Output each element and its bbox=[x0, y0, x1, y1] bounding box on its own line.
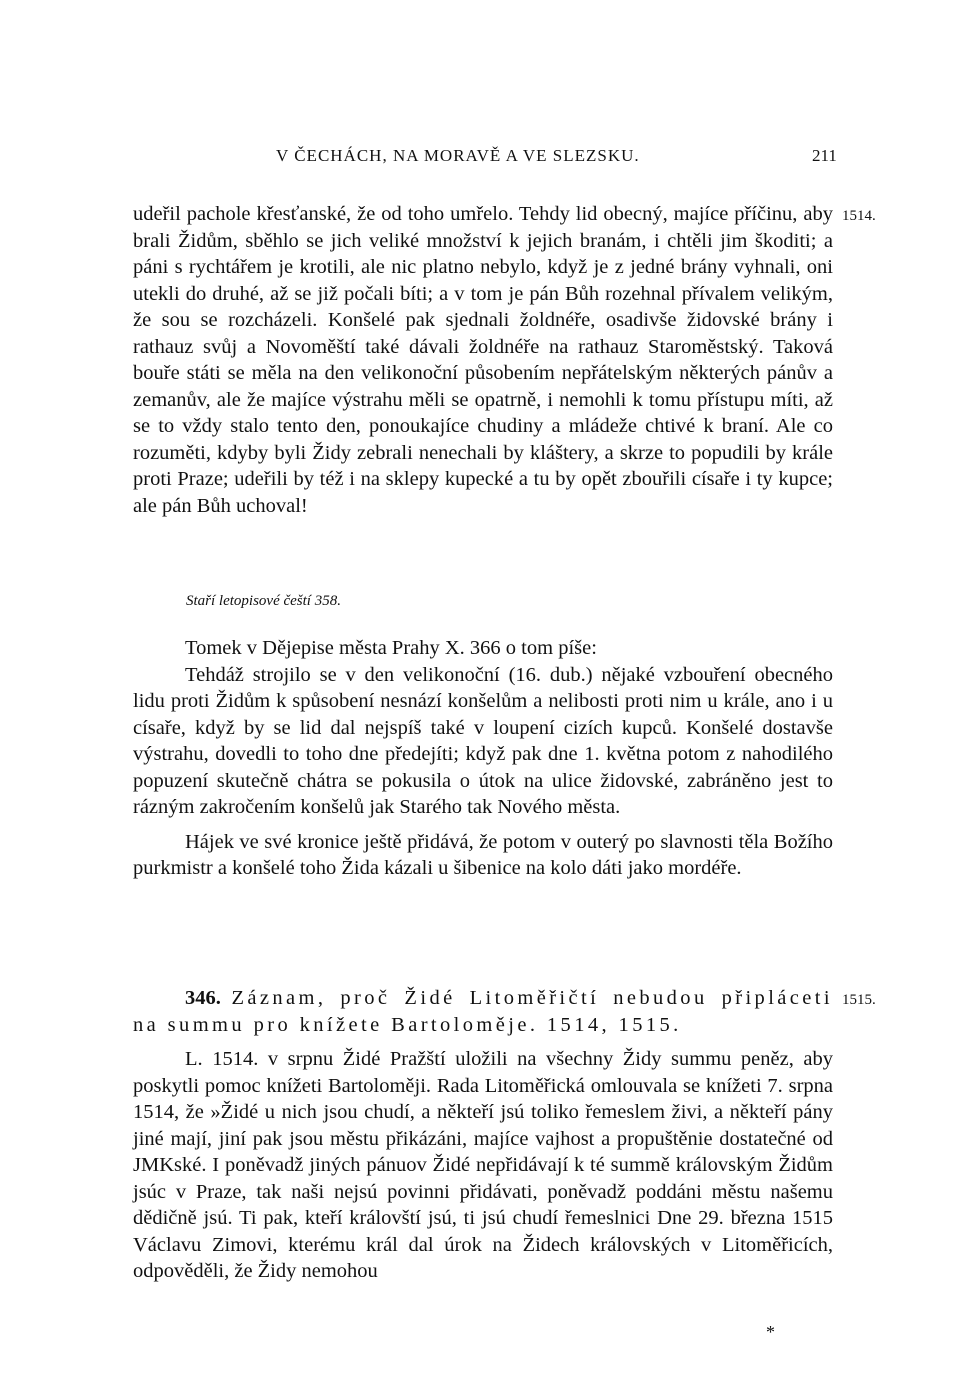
tomek-intro: Tomek v Dějepise města Prahy X. 366 o tom píše: bbox=[185, 637, 597, 659]
margin-year-1515: 1515. bbox=[842, 992, 876, 1008]
margin-year-1514: 1514. bbox=[842, 208, 876, 224]
footnote-asterisk: * bbox=[766, 1322, 775, 1342]
commentary-block bbox=[133, 635, 833, 882]
running-head: V ČECHÁCH, NA MORAVĚ A VE SLEZSKU. bbox=[276, 146, 640, 165]
tomek-paragraph: Tehdáž strojilo se v den velikonoční (16. dub.) nějaké vzbouření obecného lidu proti Židům k spůsobení nesnází konšelům a nelibosti proti nim u krále, ano i u císaře, když by se lid dal nejspíš také v loupení cizích kupců. Konšelé dostavše výstrahu, dovedli to toho dne předejíti; když pak dne 1. května potom z nahodilého popuzení skutečně chátra se pokusila o útok na ulice židovské, zabráněno jest to rázným zakročením konšelů jak Starého tak Nového města. bbox=[133, 663, 833, 818]
entry-paragraph: L. 1514. v srpnu Židé Pražští uložili na všechny Židy summu peněz, aby poskytli pomoc knížeti Bartoloměji. Rada Litoměřická omlouvala se knížeti 7. srpna 1514, že »Židé u nich jsou chudí, a někteří jsú toliko řemeslem živi, a někteří pány jiné mají, jiní pak jsou městu přikázáni, majíce vajhost a propuštěnie dostatečné od JMKské. I poněvadž jiných pánuov Židé nepřidávají k té summě královským Židům jsúc v Praze, tak naši nejsú povinni přidávati, poněvadž poddáni městu našemu dědičně jsú. Ti pak, kteří královští jsú, ti jsú chudí řemeslnici Dne 29. března 1515 Václavu Zimovi, kterému král dal úrok na Židech královských v Litoměřicích, odpověděli, že Židy nemohou bbox=[133, 1048, 833, 1282]
chronicle-quote-block bbox=[133, 201, 833, 519]
entry-346-block bbox=[133, 985, 833, 1285]
page-number: 211 bbox=[812, 146, 837, 165]
entry-title: Záznam, proč Židé Litoměřičtí nebudou připláceti na summu pro knížete Bartoloměje. 1514, 1515. bbox=[133, 987, 833, 1036]
source-citation: Staří letopisové čeští 358. bbox=[186, 593, 341, 609]
entry-number: 346. bbox=[185, 987, 221, 1009]
chronicle-paragraph: udeřil pachole křesťanské, že od toho umřelo. Tehdy lid obecný, majíce příčinu, aby brali Židům, sběhlo se jich veliké množství k jejich branám, i chtěli jim škoditi; a páni s rychtářem je krotili, ale nic platno nebylo, když je z jedné brány vyhnali, oni utekli do druhé, až se již počali bíti; a v tom je pán Bůh rozehnal přívalem velikým, že sou se rozcházeli. Konšelé pak sjednali žoldnéře, osadivše židovské brány i rathauz svůj a Novoměští také dávali žoldnéře na rathauz Staroměstský. Taková bouře státi se měla na den velikonoční působením nepřátelským některých pánův a zemanův, ale že majíce výstrahu měli se opatrně, i nemohli k tomu přístupu míti, až se to vždy stalo tento den, ponoukajíce chudiny a mládeže chtivé k braní. Ale co rozuměti, kdyby byli Židy zebrali nenechali by kláštery, a skrze to popudili by krále proti Praze; udeřili by též i na sklepy kupecké a tu by opět zbouřili císaře i ty kupce; ale pán Bůh uchoval! bbox=[133, 203, 833, 517]
hajek-paragraph: Hájek ve své kronice ještě přidává, že potom v outerý po slavnosti těla Božího purkmistr a konšelé toho Žida kázali u šibenice na kolo dáti jako mordéře. bbox=[133, 830, 833, 879]
entry-heading bbox=[133, 985, 833, 1038]
